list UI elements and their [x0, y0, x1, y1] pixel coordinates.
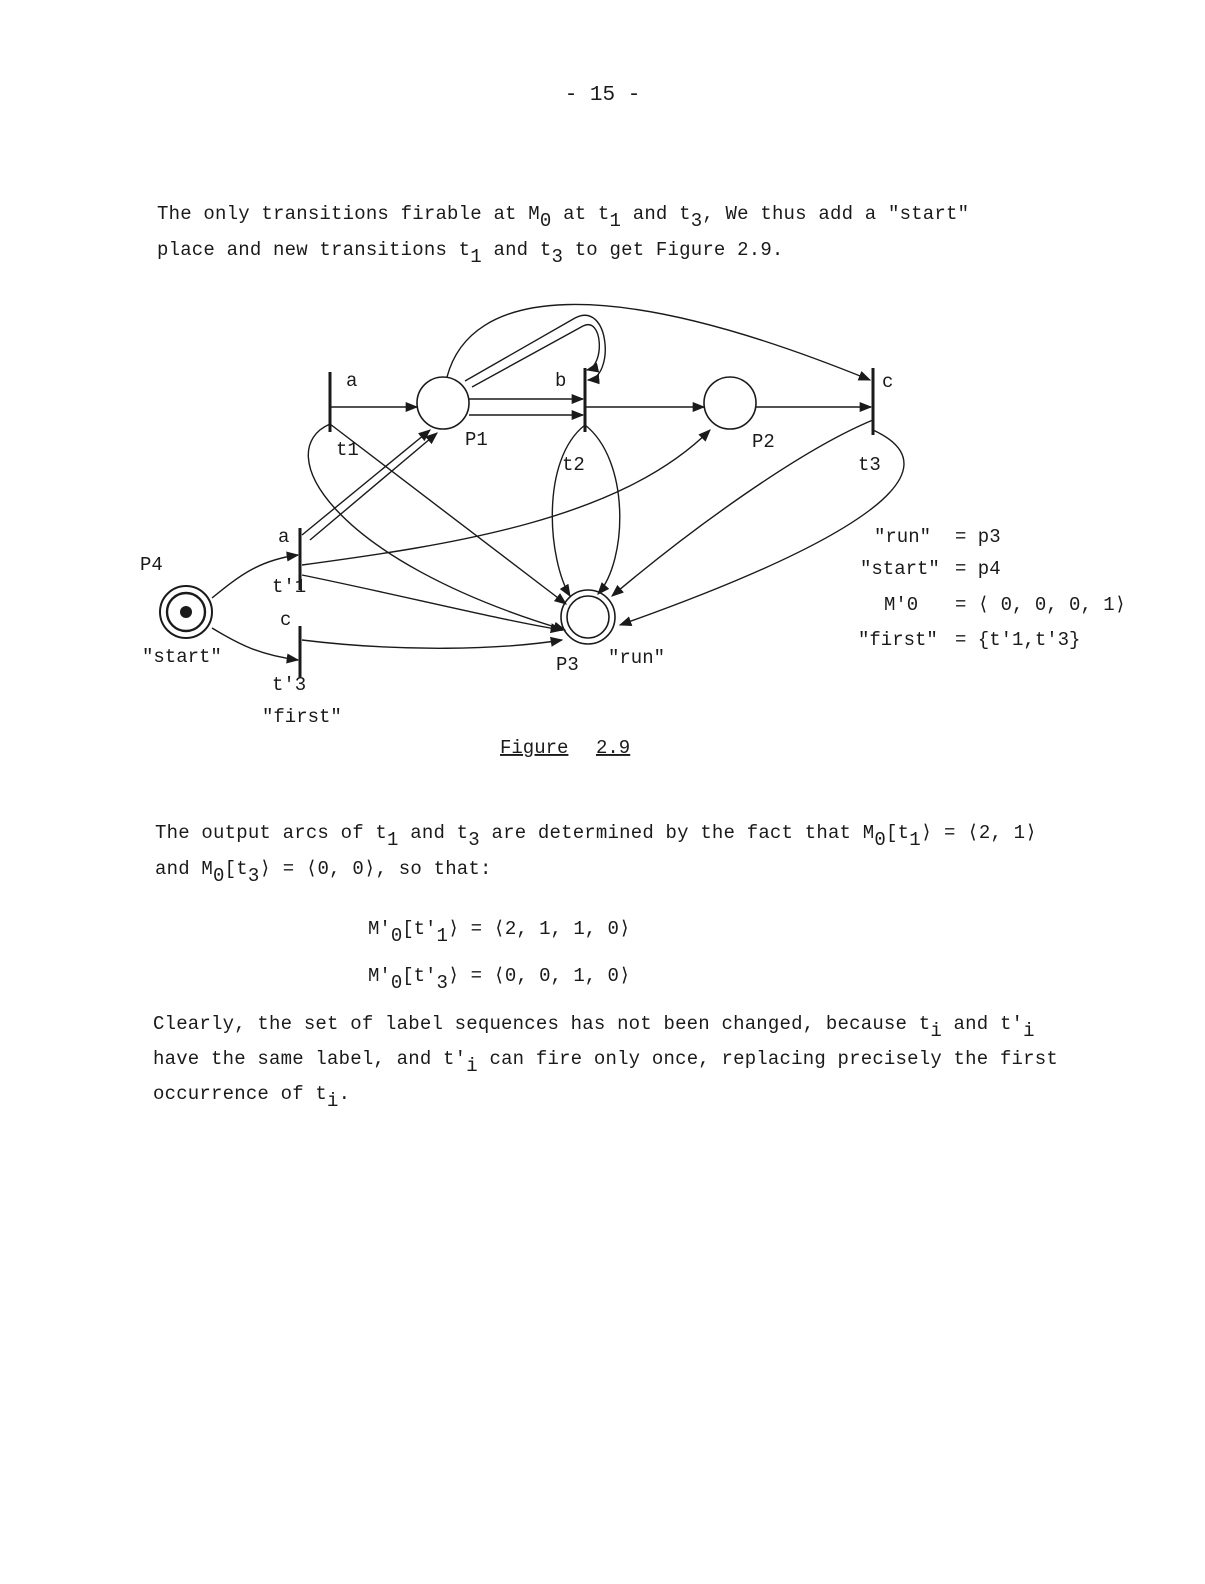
- label-t1: t1: [336, 439, 359, 461]
- body-line-1: The output arcs of $t_1$ and $t_3$ are determined by the fact that $M_0[t_1⟩$ = ⟨2, 1⟩: [155, 822, 1037, 851]
- legend-right-0: = p3: [955, 526, 1001, 548]
- equation-2: $M'_0[t'_3⟩$ = ⟨0, 0, 1, 0⟩: [368, 965, 631, 994]
- label-t3p: t'3: [272, 674, 307, 696]
- label-t1p: t'1: [272, 576, 307, 598]
- legend-left-1: "start": [860, 558, 940, 580]
- label-start: "start": [142, 646, 222, 668]
- p4-token: [180, 606, 192, 618]
- body-line-5: occurrence of $t_i$.: [153, 1083, 351, 1112]
- intro-line-1: The only transitions firable at $M_0$ at $t_1$ and $t_3$, We thus add a "start": [157, 203, 970, 232]
- figure-caption-number: 2.9: [596, 737, 631, 759]
- label-run: "run": [608, 647, 666, 669]
- label-t3p-c: c: [280, 609, 292, 631]
- place-p3-outer: [561, 590, 615, 644]
- legend-right-3: = {t'1,t'3}: [955, 629, 1081, 651]
- label-t2: t2: [562, 454, 585, 476]
- place-p3-inner: [567, 596, 609, 638]
- legend-right-2: = ⟨ 0, 0, 0, 1⟩: [955, 594, 1127, 616]
- label-p4: P4: [140, 554, 163, 576]
- label-p3: P3: [556, 654, 579, 676]
- label-t1p-a: a: [278, 526, 290, 548]
- label-t1-a: a: [346, 370, 358, 392]
- label-p1: P1: [465, 429, 488, 451]
- legend-right-1: = p4: [955, 558, 1001, 580]
- label-first: "first": [262, 706, 342, 728]
- place-p2: [704, 377, 756, 429]
- equation-1: $M'_0[t'_1⟩$ = ⟨2, 1, 1, 0⟩: [368, 918, 631, 947]
- body-line-3: Clearly, the set of label sequences has not been changed, because $t_i$ and $t'_i$: [153, 1013, 1035, 1042]
- figure-caption-word: Figure: [500, 737, 569, 759]
- legend-left-0: "run": [874, 526, 932, 548]
- legend-left-3: "first": [858, 629, 938, 651]
- label-p2: P2: [752, 431, 775, 453]
- label-t3-c: c: [882, 371, 894, 393]
- place-p1: [417, 377, 469, 429]
- intro-line-2: place and new transitions $t_1$ and $t_3$ to get Figure 2.9.: [157, 239, 784, 268]
- body-line-4: have the same label, and $t'_i$ can fire only once, replacing precisely the first: [153, 1048, 1058, 1077]
- page-number: - 15 -: [564, 84, 641, 107]
- label-t3: t3: [858, 454, 881, 476]
- body-line-2: and $M_0[t_3⟩$ = ⟨0, 0⟩, so that:: [155, 858, 492, 887]
- label-t2-b: b: [555, 370, 567, 392]
- legend-left-2: M'0: [884, 594, 919, 616]
